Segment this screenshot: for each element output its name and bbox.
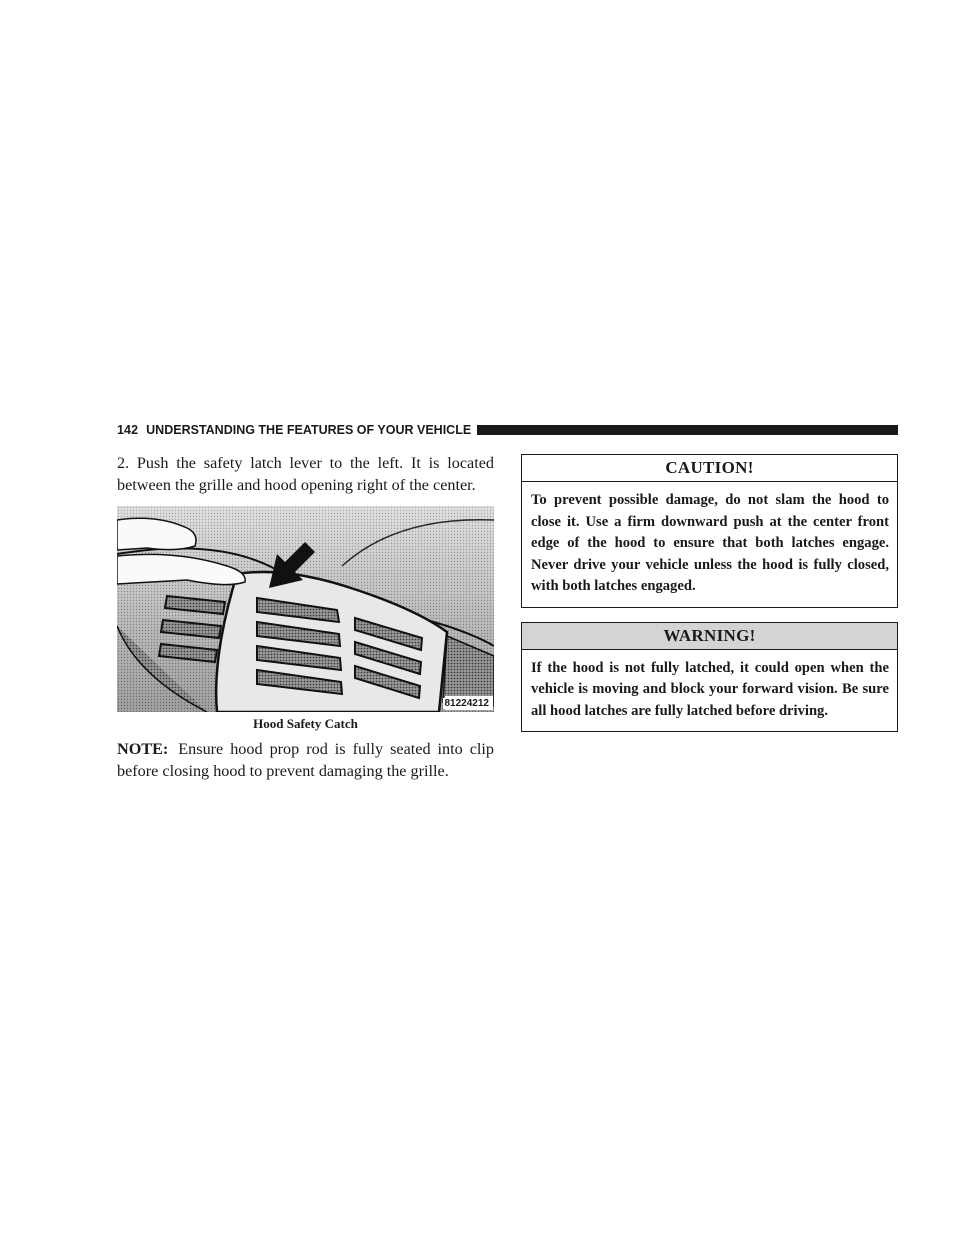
right-column <box>521 454 898 746</box>
warning-body: If the hood is not fully latched, it could open when the vehicle is moving and block your forward vision. Be sure all hood latches are fully latched before driving. <box>531 659 889 719</box>
warning-box <box>521 622 898 733</box>
note-text: Ensure hood prop rod is fully seated into clip before closing hood to prevent damaging the grille. <box>117 740 494 780</box>
hood-illustration-svg <box>117 506 494 712</box>
step-2-text: 2. Push the safety latch lever to the left. It is located between the grille and hood opening right of the center. <box>117 454 494 494</box>
note-paragraph <box>117 738 494 782</box>
image-code: 81224212 <box>444 698 489 709</box>
figure-caption: Hood Safety Catch <box>253 716 358 731</box>
header-rule <box>477 425 898 435</box>
page-number: 142 <box>117 423 139 437</box>
section-title: UNDERSTANDING THE FEATURES OF YOUR VEHICLE <box>146 423 472 437</box>
note-label: NOTE: <box>117 740 169 758</box>
page-header <box>117 420 898 440</box>
hood-safety-catch-illustration <box>117 506 494 712</box>
warning-title: WARNING! <box>522 623 897 650</box>
left-column <box>117 452 494 782</box>
caution-box <box>521 454 898 608</box>
caution-title: CAUTION! <box>522 455 897 482</box>
caution-body: To prevent possible damage, do not slam the hood to close it. Use a firm downward push at the center front edge of the hood to ensure that both latches engage. Never drive your vehicle unless the hood is fully closed, with both latches engaged. <box>531 492 889 594</box>
